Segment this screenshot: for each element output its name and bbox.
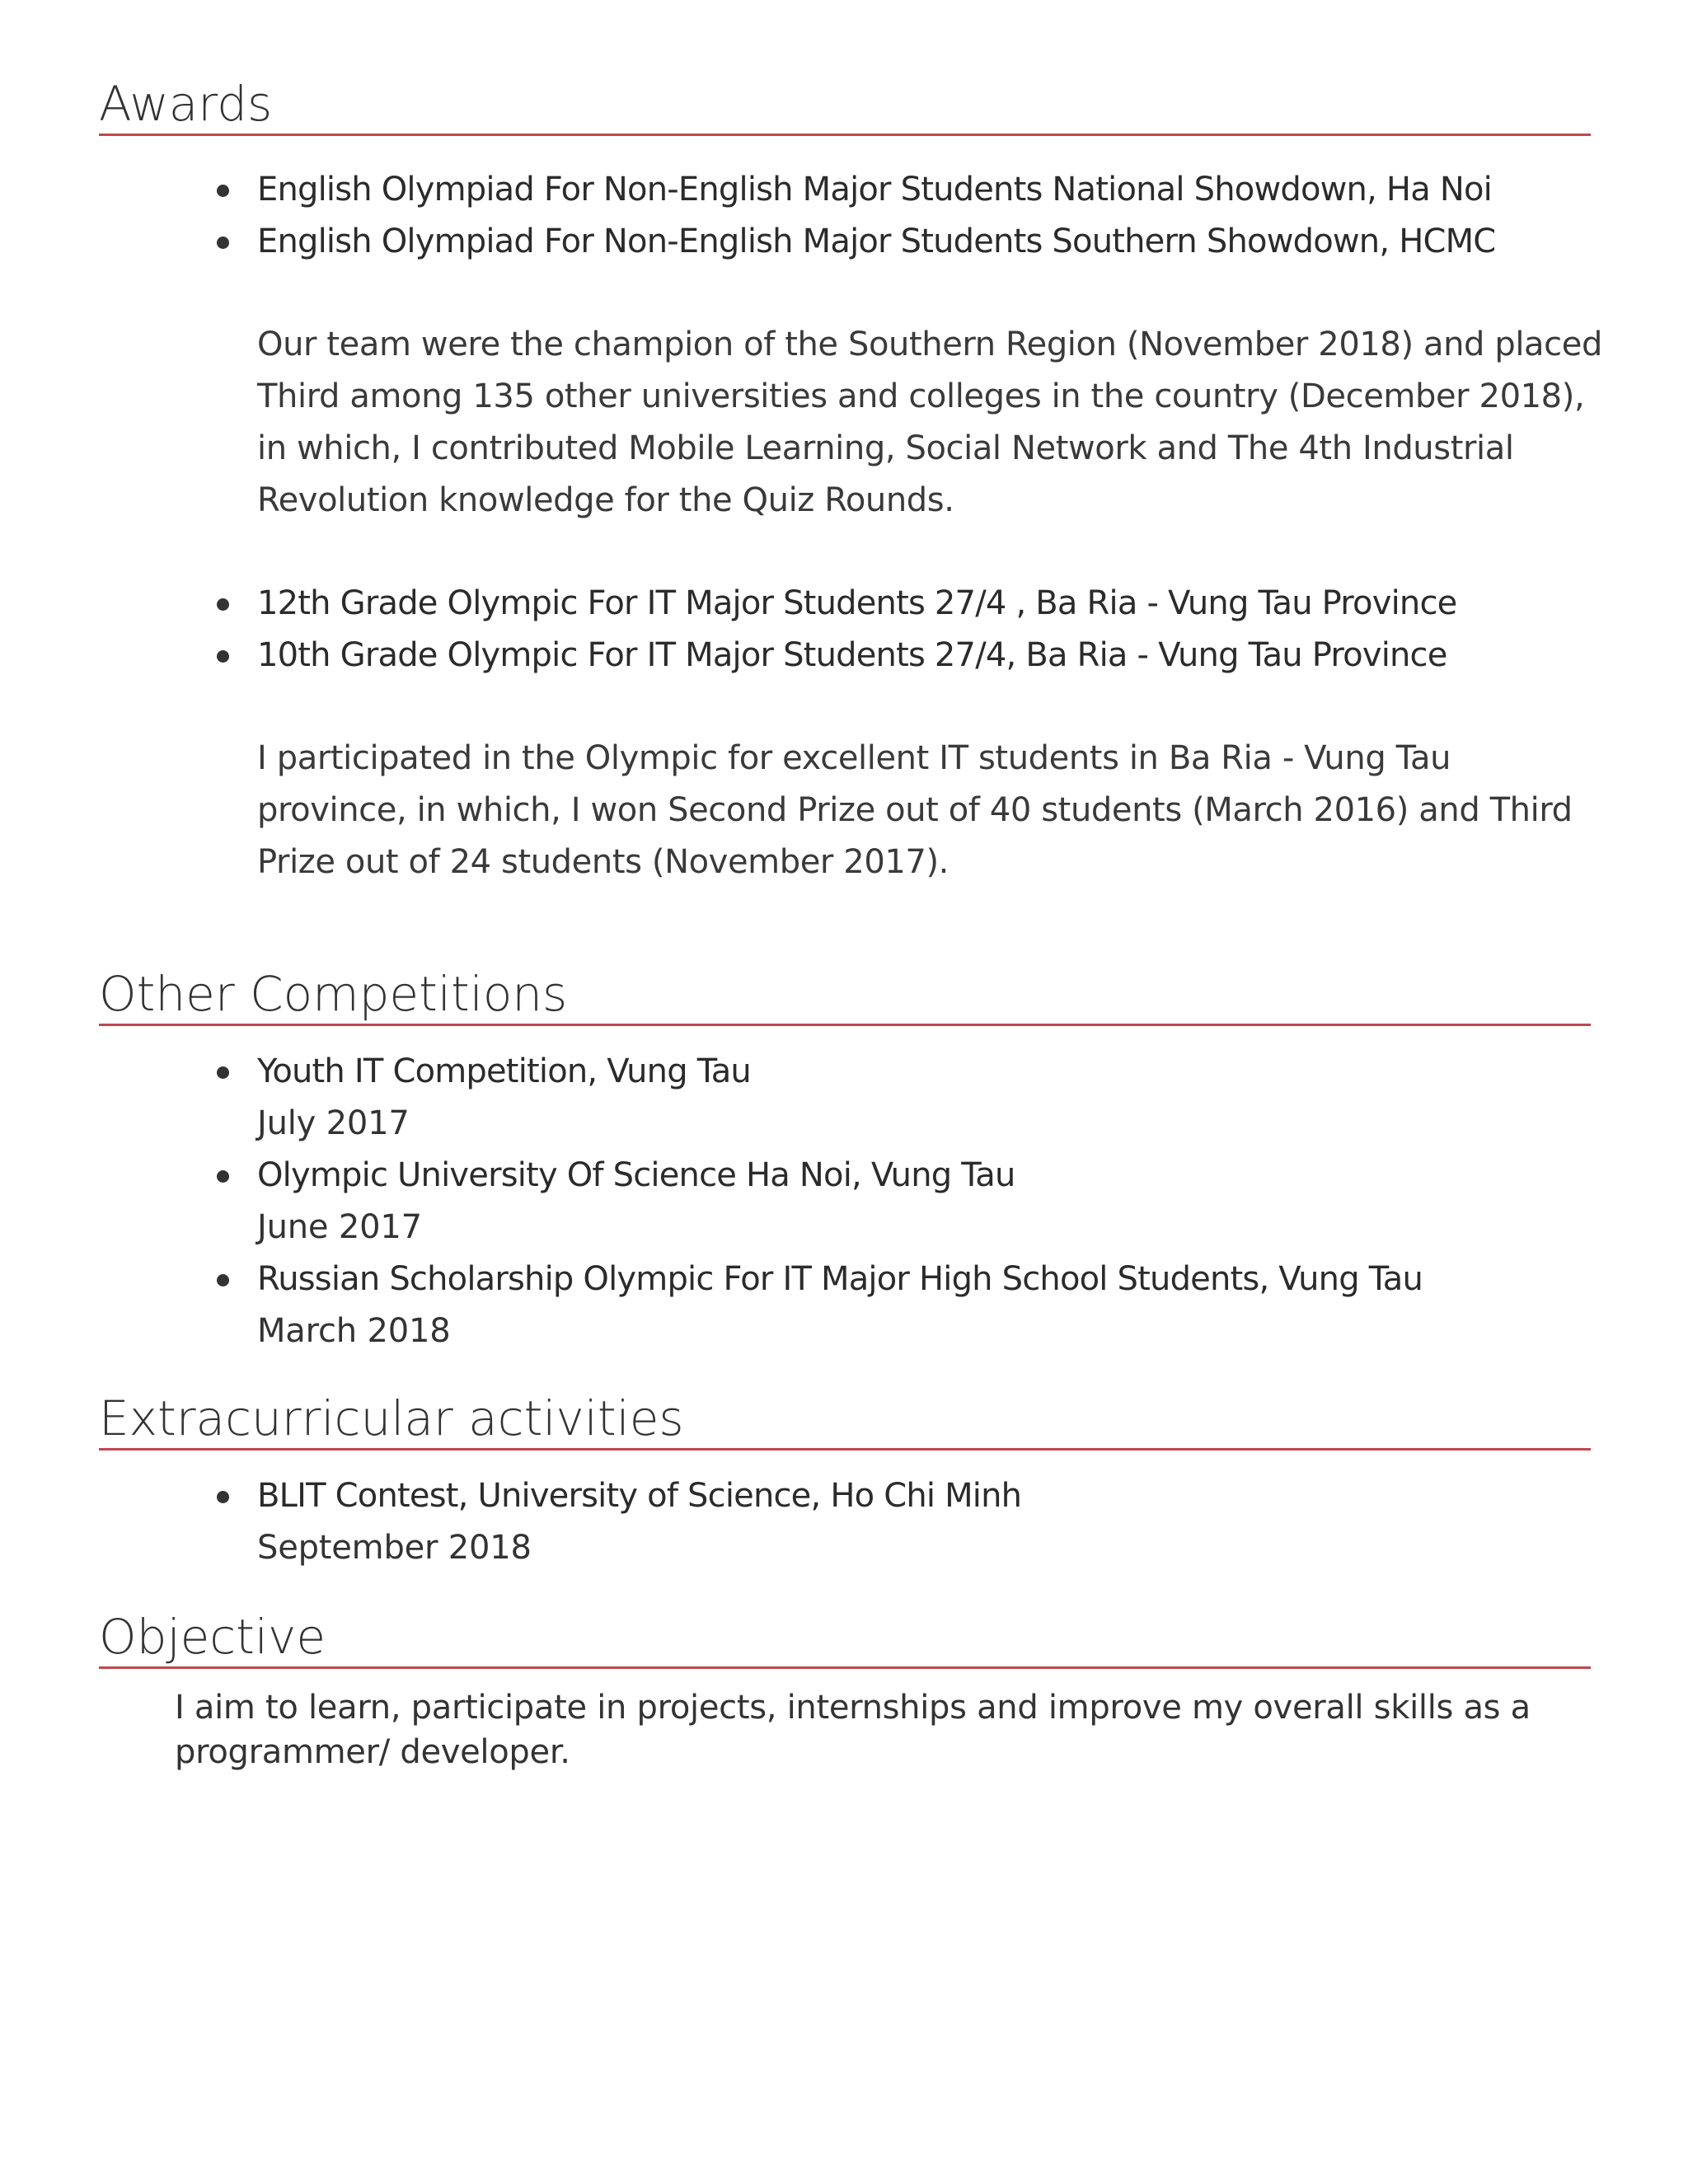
description-line: I participated in the Olympic for excellent IT students in Ba Ria - Vung Tau [257, 739, 1451, 777]
award-item [99, 164, 1591, 216]
award-description [99, 319, 1675, 527]
competition-item [99, 1254, 1591, 1305]
description-line: Revolution knowledge for the Quiz Rounds. [257, 481, 954, 519]
awards-section [99, 74, 1602, 888]
description-line: in which, I contributed Mobile Learning, Social Network and The 4th Industrial [257, 429, 1514, 467]
competitions-section [99, 964, 1591, 1357]
award-title: English Olympiad For Non-English Major Students Southern Showdown, HCMC [257, 223, 1496, 260]
award-item [99, 630, 1591, 682]
objective-line: I aim to learn, participate in projects, internships and improve my overall skills as a [175, 1689, 1531, 1727]
activity-date: September 2018 [257, 1529, 532, 1567]
bullet-icon [217, 1274, 229, 1286]
bullet-icon [217, 1066, 229, 1079]
competition-item [99, 1150, 1591, 1202]
objective-heading: Objective [99, 1607, 1591, 1669]
competitions-heading: Other Competitions [99, 964, 1591, 1026]
description-line: Prize out of 24 students (November 2017). [257, 843, 949, 881]
awards-heading: Awards [99, 74, 1591, 136]
bullet-icon [217, 1491, 229, 1503]
competition-title: Olympic University Of Science Ha Noi, Vung Tau [257, 1156, 1015, 1194]
description-line: province, in which, I won Second Prize out of 40 students (March 2016) and Third [257, 791, 1573, 829]
bullet-icon [217, 650, 229, 663]
bullet-icon [217, 1170, 229, 1183]
award-title: English Olympiad For Non-English Major Students National Showdown, Ha Noi [257, 171, 1492, 209]
competition-title: Russian Scholarship Olympic For IT Major High School Students, Vung Tau [257, 1260, 1423, 1298]
bullet-icon [217, 237, 229, 249]
award-item [99, 216, 1591, 268]
competition-date: March 2018 [257, 1312, 451, 1350]
extracurricular-section [99, 1389, 1591, 1574]
award-item [99, 578, 1591, 630]
description-line: Our team were the champion of the Southern Region (November 2018) and placed [257, 326, 1602, 363]
extracurricular-heading: Extracurricular activities [99, 1389, 1591, 1451]
award-title: 12th Grade Olympic For IT Major Students 27/4 , Ba Ria - Vung Tau Province [257, 584, 1457, 622]
competition-item [99, 1046, 1591, 1098]
activity-item [99, 1470, 1591, 1522]
bullet-icon [217, 185, 229, 197]
description-line: Third among 135 other universities and colleges in the country (December 2018), [257, 377, 1585, 415]
competition-date: June 2017 [257, 1208, 422, 1246]
objective-text [99, 1685, 1625, 1774]
objective-line: programmer/ developer. [175, 1733, 570, 1771]
bullet-icon [217, 598, 229, 611]
award-title: 10th Grade Olympic For IT Major Students 27/4, Ba Ria - Vung Tau Province [257, 636, 1447, 674]
activity-title: BLIT Contest, University of Science, Ho Chi Minh [257, 1477, 1022, 1515]
competition-title: Youth IT Competition, Vung Tau [257, 1052, 751, 1090]
competition-date: July 2017 [257, 1104, 410, 1142]
award-description [99, 733, 1675, 888]
objective-section [99, 1607, 1591, 1774]
